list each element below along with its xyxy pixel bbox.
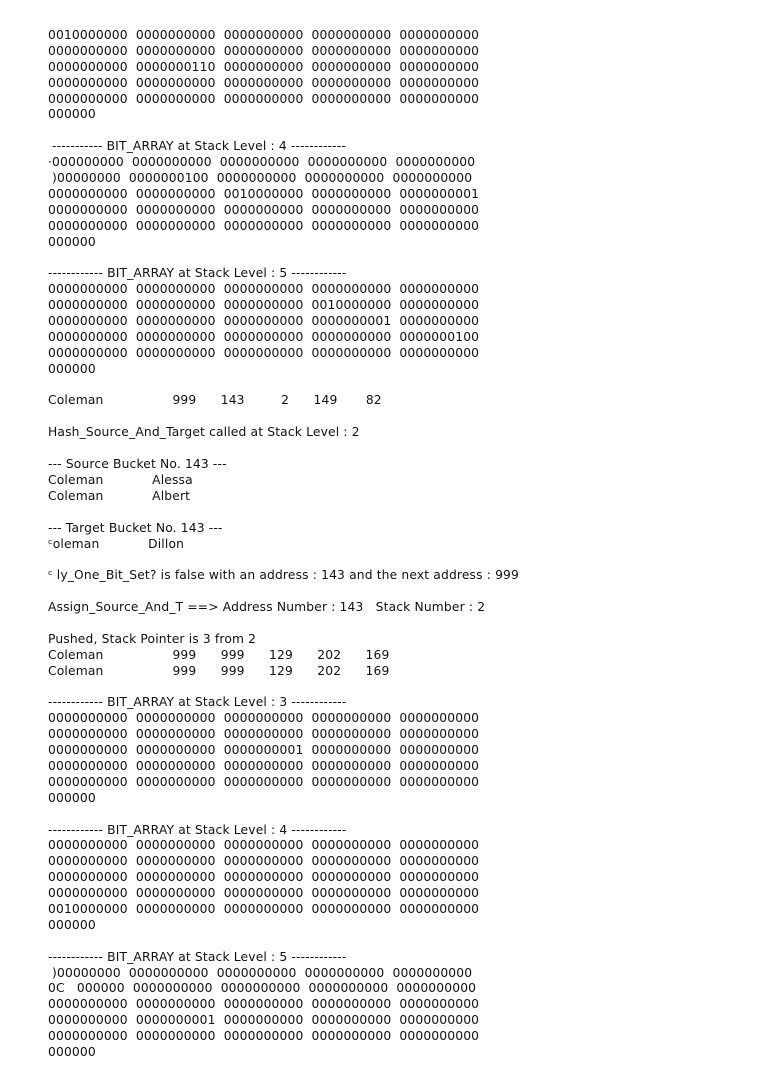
text-line: 000000 xyxy=(48,234,96,249)
bit-array-block xyxy=(48,28,753,123)
text-line: 0000000000 0000000000 0000000000 0000000000 0000000000 xyxy=(48,854,480,869)
blank-line xyxy=(48,441,753,457)
text-line: 0010000000 0000000000 0000000000 0000000000 0000000000 xyxy=(48,901,480,916)
blank-line xyxy=(48,680,753,696)
text-line: ------------ BIT_ARRAY at Stack Level : 5 ------------ xyxy=(48,266,347,281)
blank-line xyxy=(48,378,753,394)
bucket-block xyxy=(48,457,753,505)
text-line: 0000000000 0000000000 0000000000 0000000000 0000000100 xyxy=(48,329,480,344)
status-line xyxy=(48,600,753,616)
text-line: 0000000000 0000000110 0000000000 0000000000 0000000000 xyxy=(48,59,480,74)
text-line: )00000000 0000000000 0000000000 0000000000 0000000000 xyxy=(48,965,473,980)
stack-block xyxy=(48,632,753,680)
bit-array-block xyxy=(48,950,753,1061)
text-line: 0000000000 0000000000 0000000000 0000000000 0000000000 xyxy=(48,345,480,360)
bit-array-block xyxy=(48,139,753,250)
text-line: 0000000000 0000000000 0000000000 0000000000 0000000000 xyxy=(48,997,480,1012)
text-line: 0010000000 0000000000 0000000000 0000000000 0000000000 xyxy=(48,28,480,42)
text-line: )00000000 0000000100 0000000000 0000000000 0000000000 xyxy=(48,171,473,186)
text-line: 0000000000 0000000000 0000000000 0000000001 0000000000 xyxy=(48,314,480,329)
blank-line xyxy=(48,584,753,600)
text-line: 0000000000 0000000000 0000000000 0000000000 0000000000 xyxy=(48,758,480,773)
text-line: 0000000000 0000000000 0000000000 0000000000 0000000000 xyxy=(48,711,480,726)
text-line: 0000000000 0000000000 0000000000 0000000000 0000000000 xyxy=(48,202,480,217)
text-line: 000000 xyxy=(48,1045,96,1059)
text-line: Pushed, Stack Pointer is 3 from 2 xyxy=(48,631,257,646)
text-line: ------------ BIT_ARRAY at Stack Level : 5 ------------ xyxy=(48,949,347,964)
text-line: 0000000000 0000000000 0000000000 0000000000 0000000000 xyxy=(48,218,480,233)
text-line: Coleman 999 143 2 149 82 xyxy=(48,393,382,408)
text-line: 000000 xyxy=(48,790,96,805)
text-line: ᶜoleman Dillon xyxy=(48,536,185,551)
text-line: ᶜ ly_One_Bit_Set? is false with an address : 143 and the next address : 999 xyxy=(48,568,519,583)
text-line: 000000 xyxy=(48,107,96,122)
text-line: 0000000000 0000000000 0000000000 0000000000 0000000000 xyxy=(48,774,480,789)
blank-line xyxy=(48,552,753,568)
text-line: ·000000000 0000000000 0000000000 0000000000 0000000000 xyxy=(48,155,476,170)
text-line: 000000 xyxy=(48,917,96,932)
text-line: 0000000000 0000000000 0000000000 0000000000 0000000000 xyxy=(48,870,480,885)
text-line: --- Target Bucket No. 143 --- xyxy=(48,520,223,535)
text-line: Coleman 999 999 129 202 169 xyxy=(48,647,390,662)
text-line: --- Source Bucket No. 143 --- xyxy=(48,457,227,472)
text-line: 000000 xyxy=(48,361,96,376)
blank-line xyxy=(48,123,753,139)
bit-array-block xyxy=(48,695,753,806)
bit-array-block xyxy=(48,266,753,377)
text-line: Hash_Source_And_Target called at Stack Level : 2 xyxy=(48,425,360,440)
text-line: 0000000000 0000000001 0000000000 0000000000 0000000000 xyxy=(48,1013,480,1028)
blank-line xyxy=(48,505,753,521)
text-line: ----------- BIT_ARRAY at Stack Level : 4 ------------ xyxy=(48,139,346,154)
text-line: Assign_Source_And_T ==> Address Number : 143 Stack Number : 2 xyxy=(48,600,486,615)
text-line: 0000000000 0000000000 0000000000 0000000000 0000000000 xyxy=(48,75,480,90)
text-line: 0000000000 0000000000 0010000000 0000000000 0000000001 xyxy=(48,186,480,201)
text-line: 0000000000 0000000000 0000000000 0000000000 0000000000 xyxy=(48,1029,480,1044)
text-line: 0000000000 0000000000 0000000001 0000000000 0000000000 xyxy=(48,743,480,758)
text-line: 0000000000 0000000000 0000000000 0000000000 0000000000 xyxy=(48,43,480,58)
text-line: 0000000000 0000000000 0000000000 0000000000 0000000000 xyxy=(48,91,480,106)
text-line: 0000000000 0000000000 0000000000 0010000000 0000000000 xyxy=(48,298,480,313)
blank-line xyxy=(48,934,753,950)
printout-page xyxy=(48,28,753,1061)
bucket-block xyxy=(48,521,753,553)
text-line: Coleman 999 999 129 202 169 xyxy=(48,663,390,678)
text-line: 0C 000000 0000000000 0000000000 0000000000 0000000000 xyxy=(48,981,477,996)
blank-line xyxy=(48,409,753,425)
text-line: 0000000000 0000000000 0000000000 0000000000 0000000000 xyxy=(48,727,480,742)
text-line: ------------ BIT_ARRAY at Stack Level : 4 ------------ xyxy=(48,822,347,837)
bit-array-block xyxy=(48,823,753,934)
blank-line xyxy=(48,807,753,823)
text-line: 0000000000 0000000000 0000000000 0000000000 0000000000 xyxy=(48,886,480,901)
text-line: 0000000000 0000000000 0000000000 0000000000 0000000000 xyxy=(48,282,480,297)
text-line: 0000000000 0000000000 0000000000 0000000000 0000000000 xyxy=(48,838,480,853)
blank-line xyxy=(48,616,753,632)
text-line: Coleman Albert xyxy=(48,488,191,503)
record-line xyxy=(48,393,753,409)
status-line xyxy=(48,425,753,441)
blank-line xyxy=(48,250,753,266)
status-line xyxy=(48,568,753,584)
text-line: ------------ BIT_ARRAY at Stack Level : 3 ------------ xyxy=(48,695,347,710)
text-line: Coleman Alessa xyxy=(48,472,193,487)
